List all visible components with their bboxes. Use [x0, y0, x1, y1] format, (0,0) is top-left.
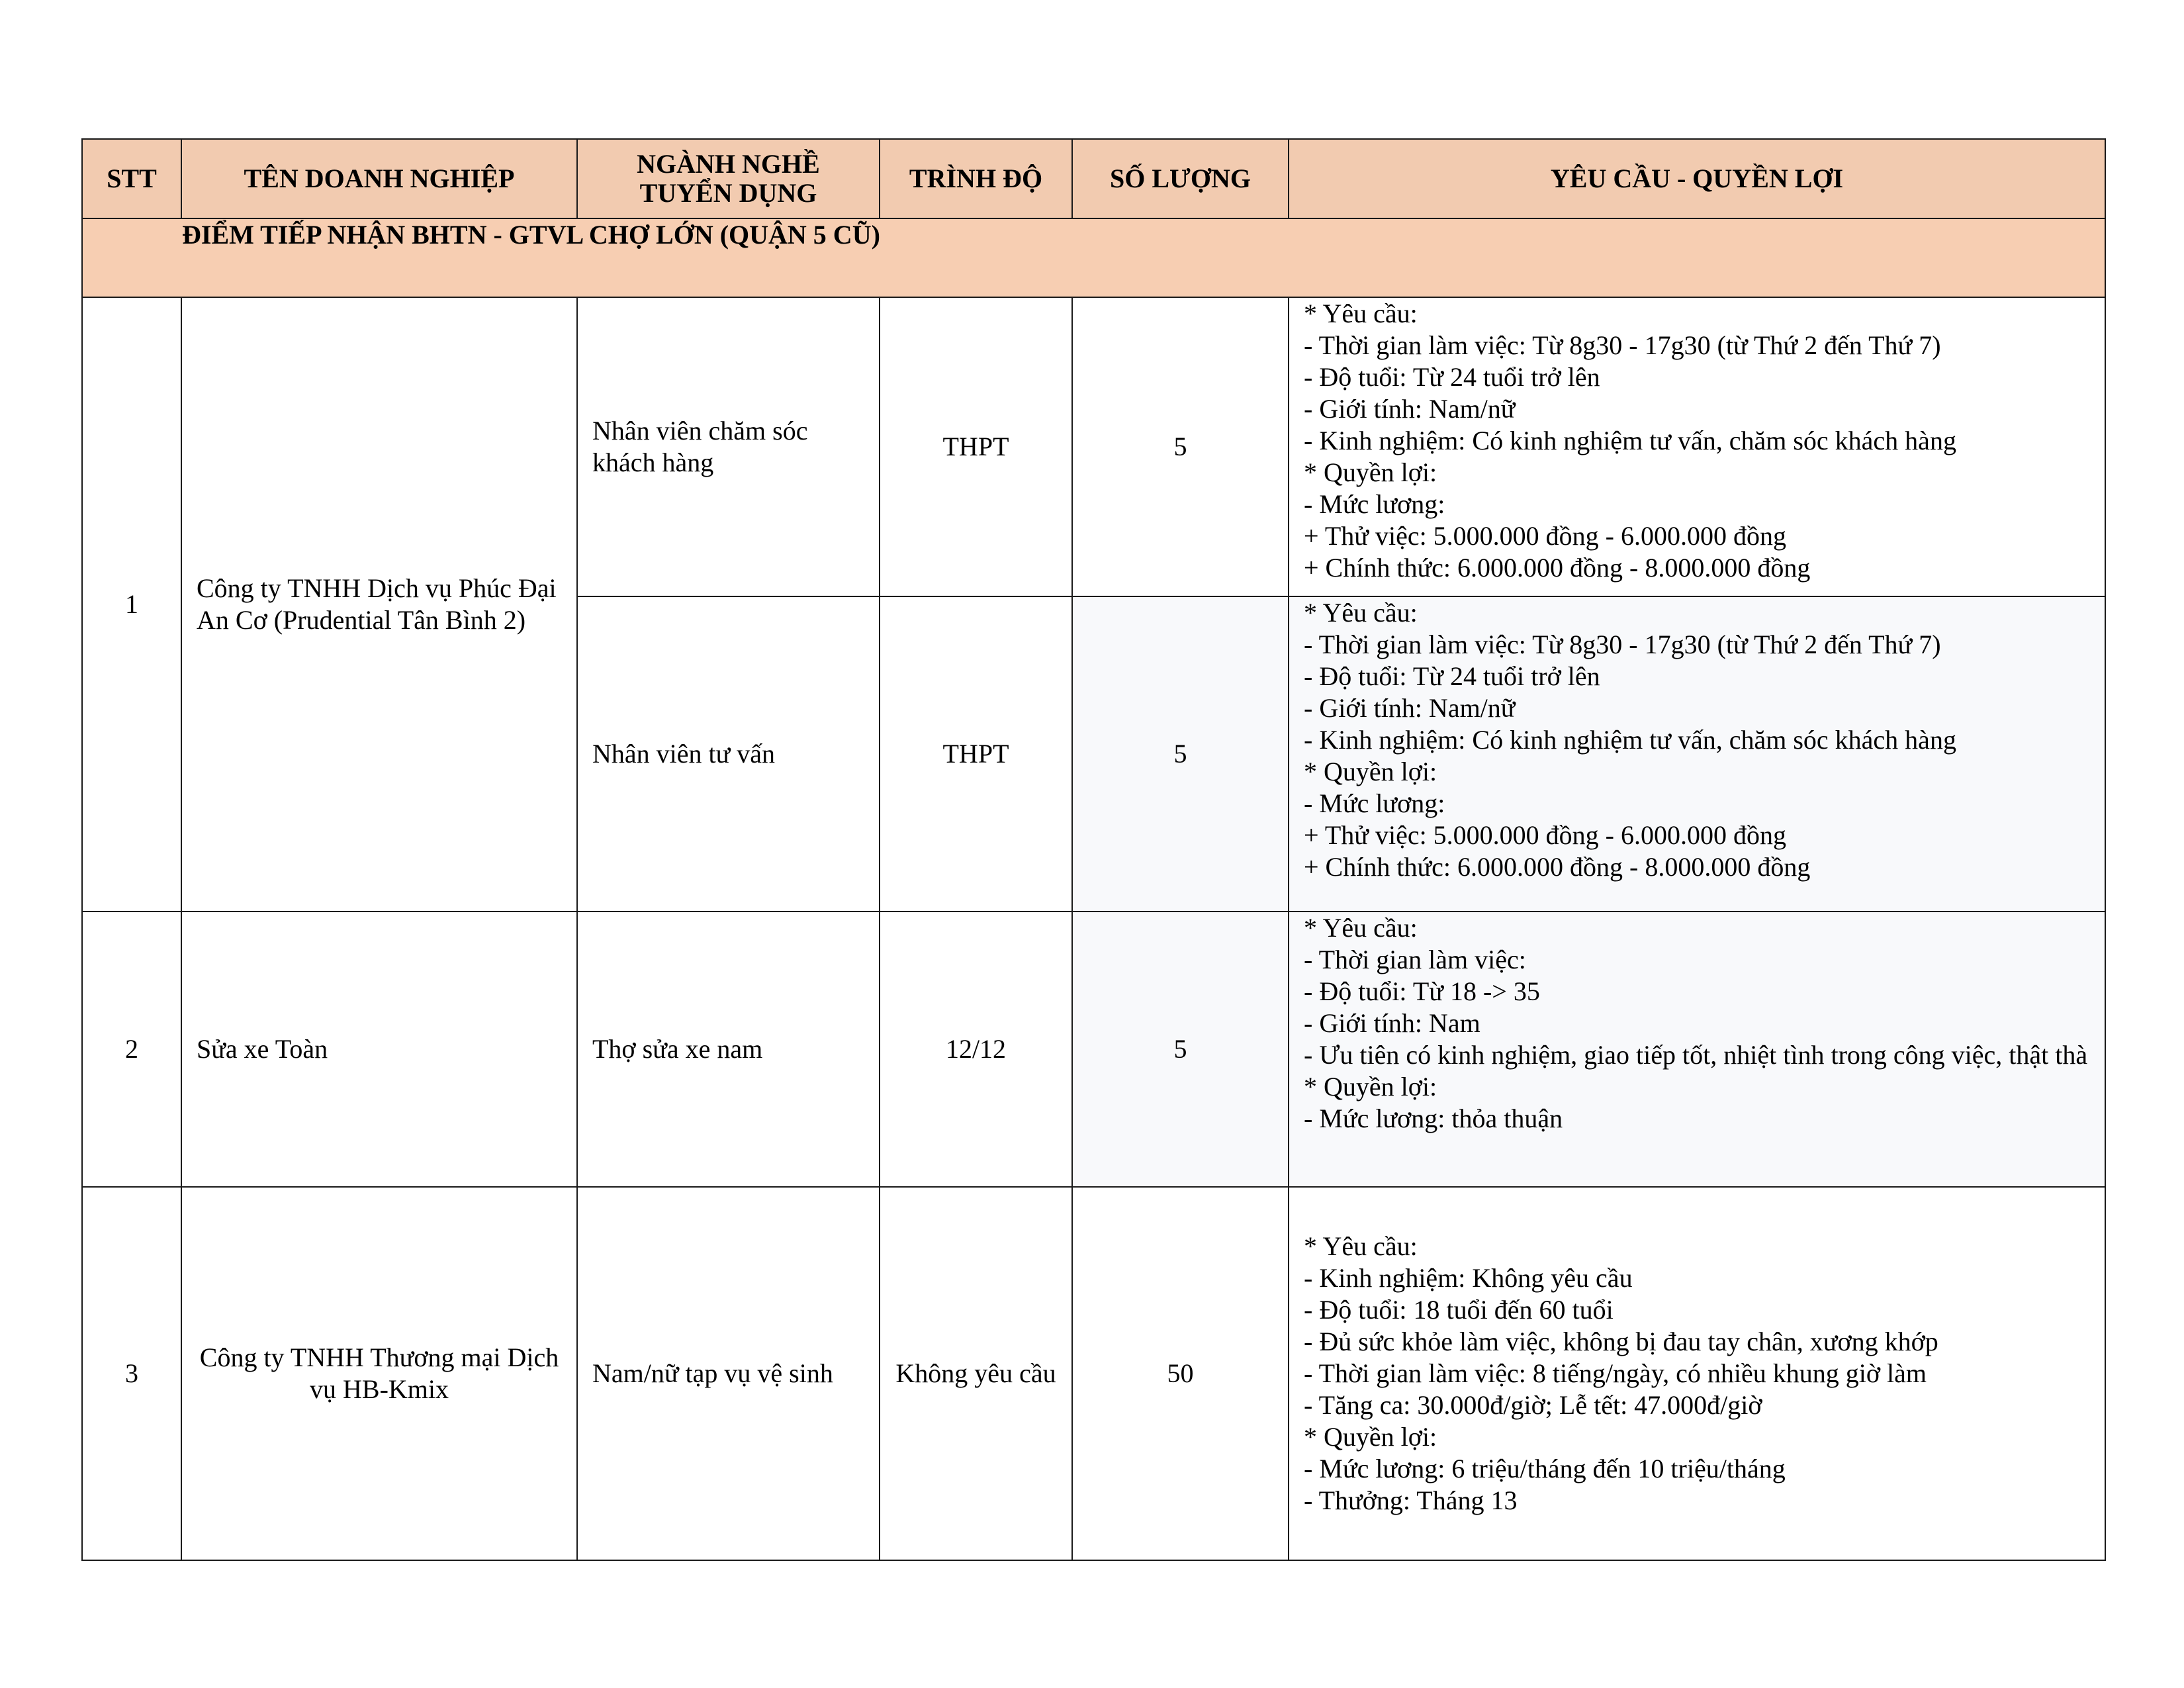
- quantity: 5: [1072, 297, 1289, 596]
- education-level: THPT: [880, 596, 1072, 912]
- header-company: TÊN DOANH NGHIỆP: [181, 139, 577, 218]
- education-level: Không yêu cầu: [880, 1187, 1072, 1560]
- table-row: [82, 912, 2105, 1187]
- header-requirements: YÊU CẦU - QUYỀN LỢI: [1289, 139, 2105, 218]
- header-stt: STT: [82, 139, 181, 218]
- requirements-benefits: * Yêu cầu: - Kinh nghiệm: Không yêu cầu - Độ tuổi: 18 tuổi đến 60 tuổi - Đủ sức khỏe làm việc, không bị đau tay chân, xương khớp - Thời gian làm việc: 8 tiếng/ngày, có nhiều khung giờ làm - Tăng ca: 30.000đ/giờ; Lễ tết: 47.000đ/giờ * Quyền lợi: - Mức lương: 6 triệu/tháng đến 10 triệu/tháng - Thưởng: Tháng 13: [1289, 1187, 2105, 1560]
- education-level: THPT: [880, 297, 1072, 596]
- section-title: ĐIỂM TIẾP NHẬN BHTN - GTVL CHỢ LỚN (QUẬN 5 CŨ): [82, 218, 2105, 297]
- header-occupation: NGÀNH NGHỀ TUYỂN DỤNG: [577, 139, 880, 218]
- table-row: [82, 1187, 2105, 1560]
- header-quantity: SỐ LƯỢNG: [1072, 139, 1289, 218]
- occupation: Thợ sửa xe nam: [577, 912, 880, 1187]
- section-row: [82, 218, 2105, 297]
- requirements-benefits: * Yêu cầu: - Thời gian làm việc: Từ 8g30 - 17g30 (từ Thứ 2 đến Thứ 7) - Độ tuổi: Từ 24 tuổi trở lên - Giới tính: Nam/nữ - Kinh nghiệm: Có kinh nghiệm tư vấn, chăm sóc khách hàng * Quyền lợi: - Mức lương: + Thử việc: 5.000.000 đồng - 6.000.000 đồng + Chính thức: 6.000.000 đồng - 8.000.000 đồng: [1289, 596, 2105, 912]
- company-name: Công ty TNHH Dịch vụ Phúc Đại An Cơ (Prudential Tân Bình 2): [181, 297, 577, 912]
- quantity: 5: [1072, 912, 1289, 1187]
- quantity: 50: [1072, 1187, 1289, 1560]
- header-row: [82, 139, 2105, 218]
- requirements-benefits: * Yêu cầu: - Thời gian làm việc: - Độ tuổi: Từ 18 -> 35 - Giới tính: Nam - Ưu tiên có kinh nghiệm, giao tiếp tốt, nhiệt tình trong công việc, thật thà * Quyền lợi: - Mức lương: thỏa thuận: [1289, 912, 2105, 1187]
- occupation: Nam/nữ tạp vụ vệ sinh: [577, 1187, 880, 1560]
- row-stt: 1: [82, 297, 181, 912]
- requirements-benefits: * Yêu cầu: - Thời gian làm việc: Từ 8g30 - 17g30 (từ Thứ 2 đến Thứ 7) - Độ tuổi: Từ 24 tuổi trở lên - Giới tính: Nam/nữ - Kinh nghiệm: Có kinh nghiệm tư vấn, chăm sóc khách hàng * Quyền lợi: - Mức lương: + Thử việc: 5.000.000 đồng - 6.000.000 đồng + Chính thức: 6.000.000 đồng - 8.000.000 đồng: [1289, 297, 2105, 596]
- header-level: TRÌNH ĐỘ: [880, 139, 1072, 218]
- occupation: Nhân viên chăm sóc khách hàng: [577, 297, 880, 596]
- row-stt: 2: [82, 912, 181, 1187]
- recruitment-table: [81, 138, 2106, 1561]
- table-row: [82, 297, 2105, 596]
- education-level: 12/12: [880, 912, 1072, 1187]
- quantity: 5: [1072, 596, 1289, 912]
- company-name: Sửa xe Toàn: [181, 912, 577, 1187]
- row-stt: 3: [82, 1187, 181, 1560]
- occupation: Nhân viên tư vấn: [577, 596, 880, 912]
- company-name: Công ty TNHH Thương mại Dịch vụ HB-Kmix: [181, 1187, 577, 1560]
